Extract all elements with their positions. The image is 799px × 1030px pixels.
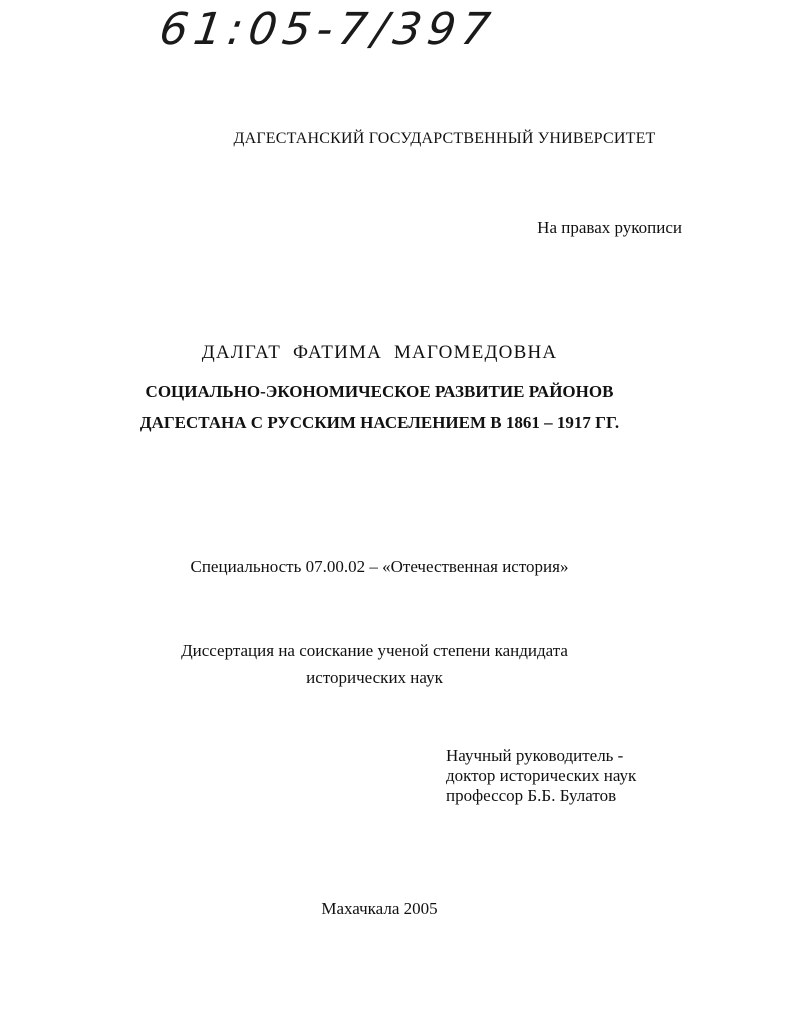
supervisor-line-1: Научный руководитель - — [446, 746, 624, 765]
city-year: Махачкала 2005 — [321, 899, 438, 918]
specialty-line: Специальность 07.00.02 – «Отечественная история» — [190, 557, 569, 576]
university-name: ДАГЕСТАНСКИЙ ГОСУДАРСТВЕННЫЙ УНИВЕРСИТЕТ — [233, 130, 656, 147]
handwritten-catalog-code: 61:05-7/397 — [156, 4, 500, 55]
manuscript-note: На правах рукописи — [537, 218, 682, 237]
supervisor-line-3: профессор Б.Б. Булатов — [446, 786, 617, 805]
supervisor-line-2: доктор исторических наук — [446, 766, 637, 785]
dissertation-title-line-2: ДАГЕСТАНА С РУССКИМ НАСЕЛЕНИЕМ В 1861 – 1917 ГГ. — [139, 413, 620, 432]
author-name: ДАЛГАТ ФАТИМА МАГОМЕДОВНА — [201, 342, 558, 363]
dissertation-degree-line-1: Диссертация на соискание ученой степени кандидата — [181, 641, 568, 660]
dissertation-title-line-1: СОЦИАЛЬНО-ЭКОНОМИЧЕСКОЕ РАЗВИТИЕ РАЙОНОВ — [145, 382, 614, 401]
dissertation-degree-line-2: исторических наук — [306, 668, 443, 687]
